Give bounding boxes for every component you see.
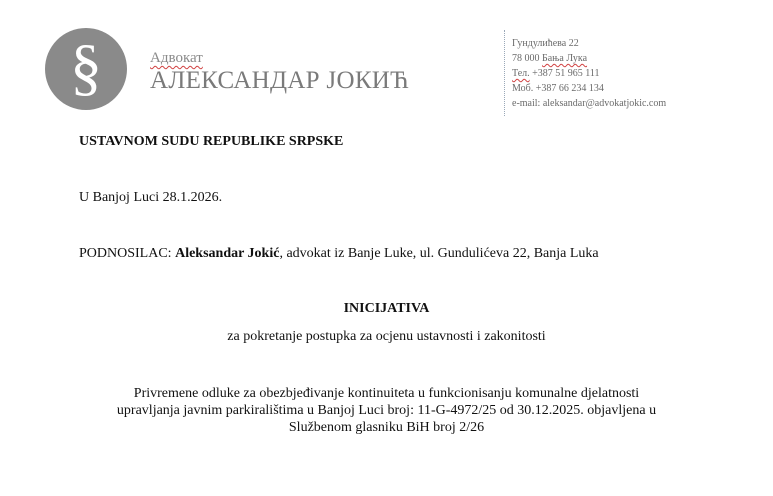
place-date: U Banjoj Luci 28.1.2026. [79, 190, 223, 205]
addressee: USTAVNOM SUDU REPUBLIKE SRPSKE [79, 134, 344, 149]
submitter-label: PODNOSILAC: [79, 246, 172, 261]
address-city-line [512, 51, 666, 66]
phone-label: Тел. [512, 68, 530, 79]
subject-line: Privremene odluke za obezbjeđivanje kontinuiteta u funkcionisanju komunalne djelatnosti [133, 386, 640, 401]
subject-line: upravljanja javnim parkiralištima u Banjoj Luci broj: 11-G-4972/25 od 30.12.2025. objavljena u [116, 403, 657, 418]
submitter-details: , advokat iz Banje Luke, ul. Gundulićeva 22, Banja Luka [279, 246, 599, 261]
firm-title: Адвокат [150, 50, 203, 66]
submitter-line [79, 246, 599, 262]
mobile-line: Моб. +387 66 234 134 [512, 83, 604, 94]
phone-line [512, 66, 666, 81]
firm-name: АЛЕКСАНДАР ЈОКИЋ [150, 67, 409, 94]
address-city-code: 78 000 [512, 53, 540, 64]
address-city: Бања Лука [542, 53, 588, 64]
submitter-name: Aleksandar Jokić [175, 246, 280, 261]
subject-line: Službenom glasniku BiH broj 2/26 [288, 420, 485, 435]
phone-value: +387 51 965 111 [532, 68, 600, 79]
document-subtitle: za pokretanje postupka za ocjenu ustavnosti i zakonitosti [227, 329, 546, 344]
document-title: INICIJATIVA [343, 301, 430, 316]
contact-block [512, 36, 666, 111]
letterhead-divider [504, 30, 505, 116]
logo-glyph: § [70, 31, 102, 102]
letterhead [0, 0, 773, 125]
section-sign-icon [45, 28, 127, 110]
address-street: Гундулићева 22 [512, 38, 579, 49]
document-subject [80, 385, 693, 436]
email-line: e-mail: aleksandar@advokatjokic.com [512, 98, 667, 109]
